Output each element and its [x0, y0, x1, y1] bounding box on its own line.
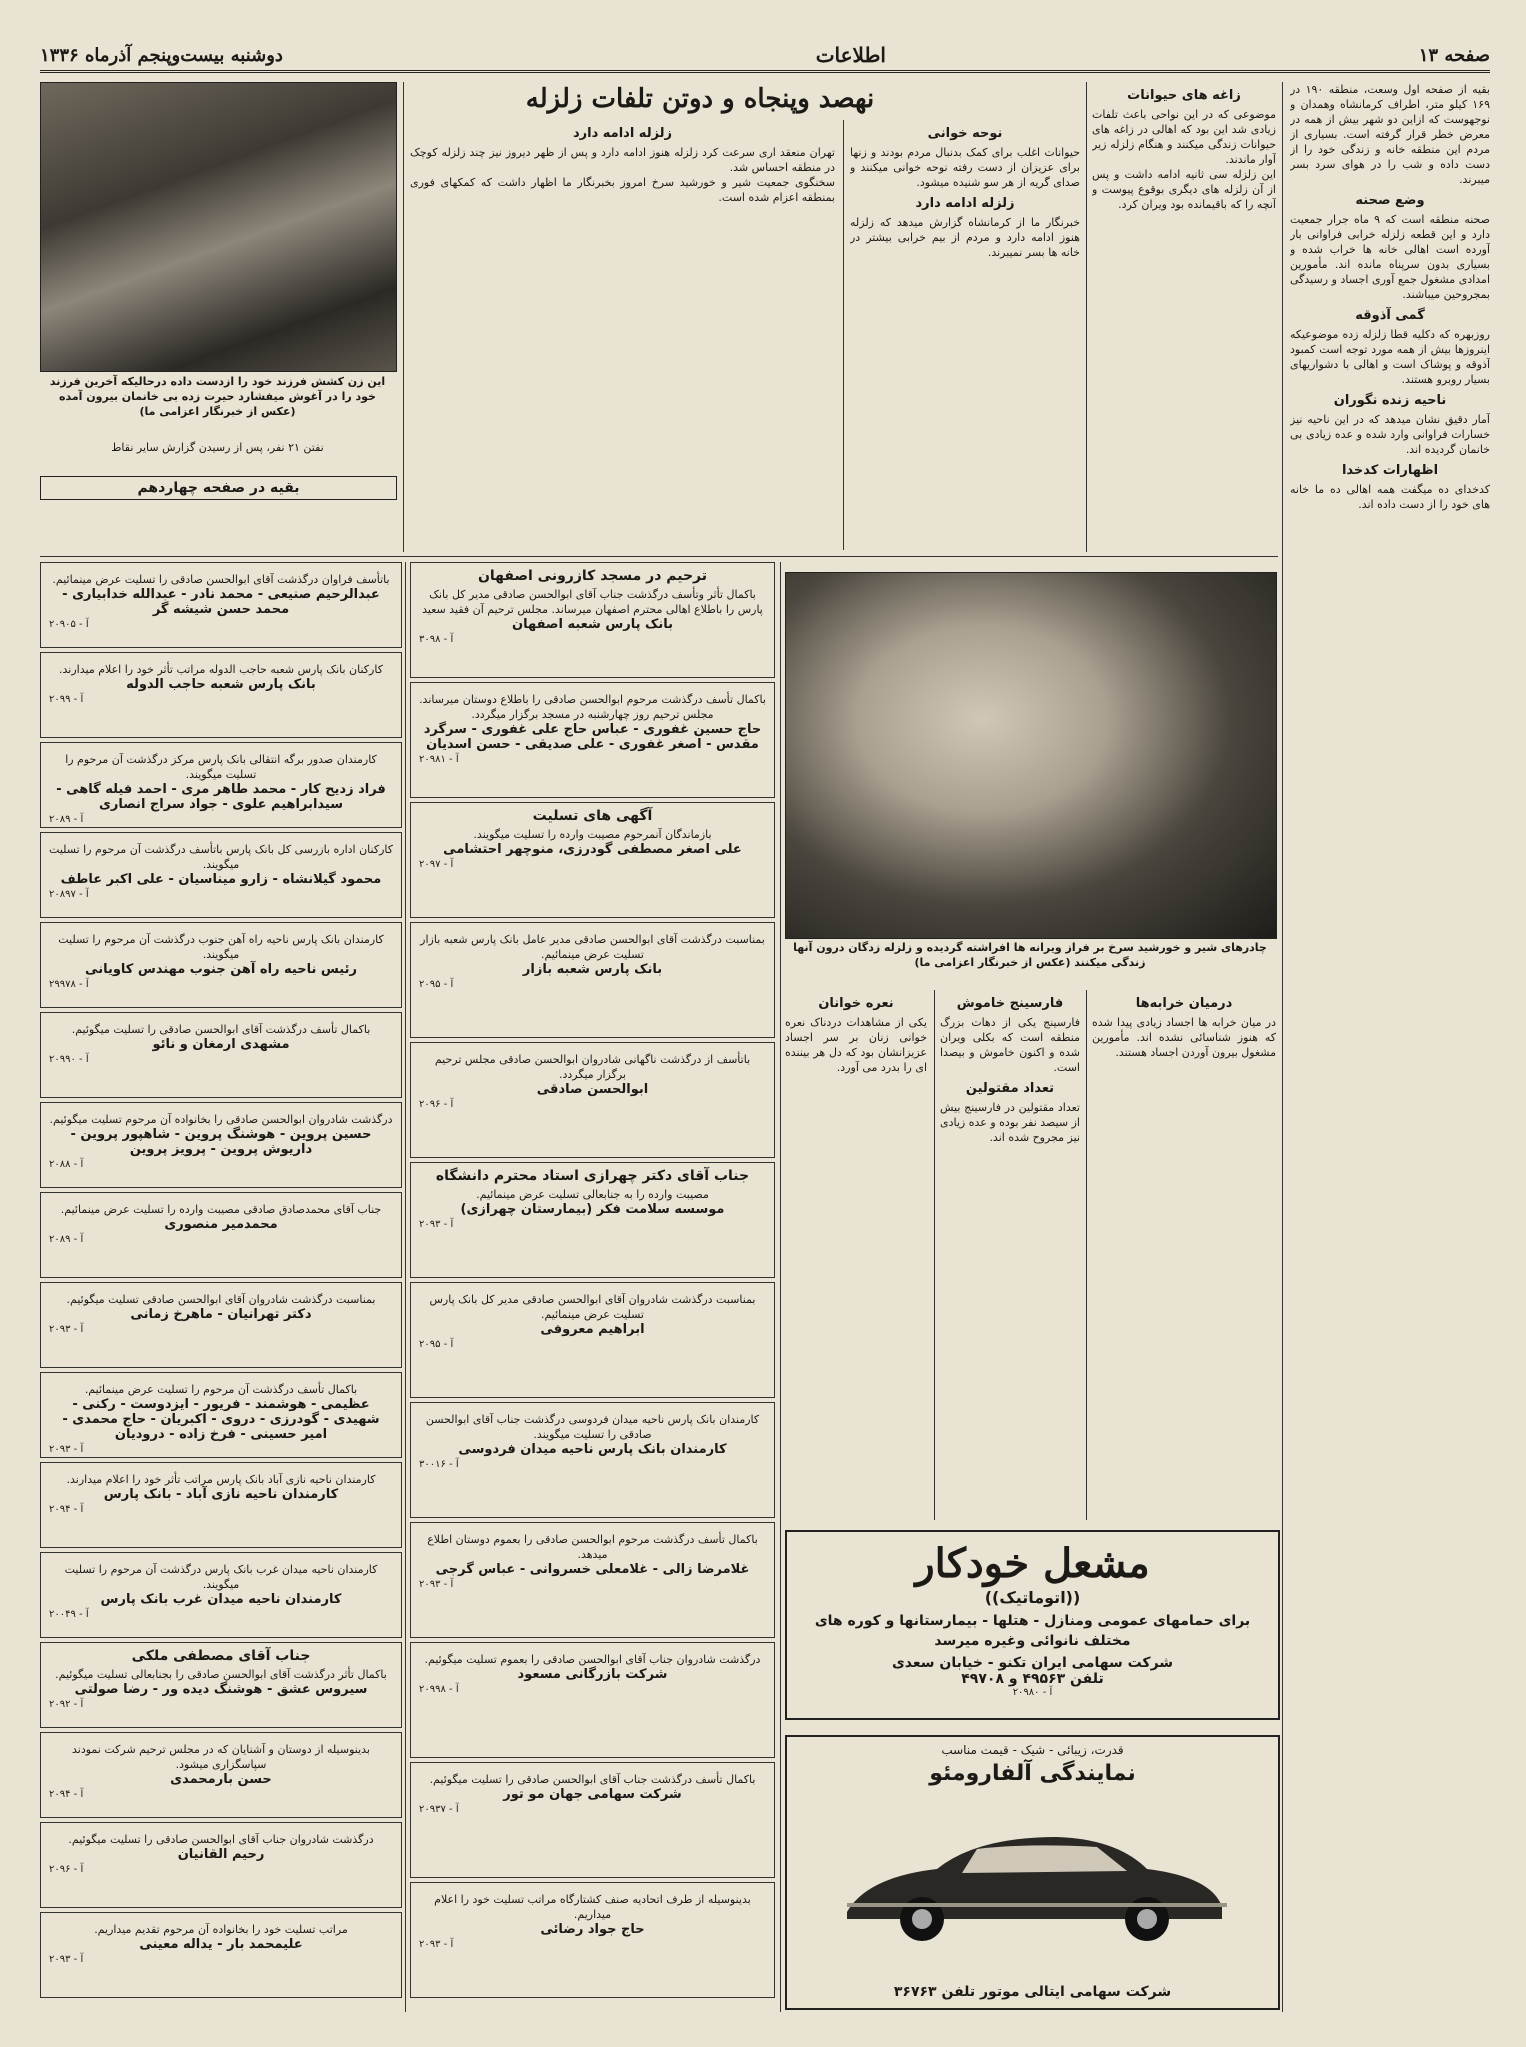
ad-code: آ - ۲۰۸۹۷ [49, 889, 89, 900]
automatic-burner-ad [785, 1530, 1280, 1720]
ad-body: باکمال تأثر درگذشت آقای ابوالحسن صادقی را بجنابعالی تسلیت میگوئیم. [55, 1668, 387, 1681]
condolence-ad [40, 1102, 402, 1188]
ad-names: رحیم القانیان [177, 1847, 265, 1862]
column-rule [1282, 82, 1283, 2012]
subheading: فارسینج خاموش [956, 996, 1064, 1011]
condolence-ad [410, 1882, 775, 1998]
ad-body: باتأسف فراوان درگذشت آقای ابوالحسن صادقی را تسلیت عرض مینمائیم. [52, 573, 390, 586]
ad-names: ابراهیم معروفی [540, 1322, 645, 1337]
ad-body: درگذشت شادروان جناب آقای ابوالحسن صادقی را بعموم تسلیت میگوئیم. [424, 1653, 761, 1666]
ad-title: ترحیم در مسجد کازرونی اصفهان [477, 568, 708, 584]
condolence-ad [410, 1522, 775, 1638]
condolence-ads-left [40, 562, 402, 2012]
ad-title: مشعل خودکار [915, 1540, 1150, 1587]
subheading: گمی آذوقه [1355, 308, 1425, 323]
article-text: بقیه از صفحه اول وسعت، منطقه ۱۹۰ در ۱۶۹ کیلو متر، اطراف کرمانشاه وهمدان و نوجهوست که ازاین دو شهر بیش از همه در معرض خطر قرار گرفته است. بسیاری از مردم این منطقه خانه و زندگی خود را از دست داده و شب را در هوای سرد بسر میبرند. [1290, 83, 1490, 186]
ad-code: آ - ۲۰۹۳ [49, 1954, 84, 1965]
ad-code: آ - ۲۰۹۲ [49, 1699, 84, 1710]
ad-body: باکمال تأسف درگذشت آقای ابوالحسن صادقی را تسلیت میگوئیم. [71, 1023, 371, 1036]
ad-names: ابوالحسن صادقی [536, 1082, 649, 1097]
article-text: روزبهره که دکلیه قطا زلزله زده موضوعیکه اینروزها بیش از همه مورد توجه است کمبود آذوقه و پوشاک است و اهالی با دشواریهای بسیار روبرو هستند. [1290, 328, 1490, 386]
ad-code: آ - ۲۰۹۴ [49, 1789, 84, 1800]
ad-phone: تلفن ۴۹۵۶۳ و ۴۹۷۰۸ [961, 1671, 1104, 1687]
condolence-ad [410, 1282, 775, 1398]
article-text: آمار دقیق نشان میدهد که در این ناحیه نیز خسارات فراوانی وارد شده و عده زیادی بی خانمان گردیده اند. [1290, 413, 1490, 456]
alfa-romeo-ad [785, 1735, 1280, 2010]
subheading: نوحه خوانی [927, 126, 1003, 141]
column-rule [1086, 990, 1087, 1520]
ad-names: کارمندان ناحیه میدان غرب بانک پارس [100, 1592, 342, 1607]
ad-body: کارمندان صدور برگه انتقالی بانک پارس مرکز درگذشت آن مرحوم را تسلیت میگویند. [65, 753, 377, 781]
column-rule [780, 562, 781, 2012]
ad-names: حسن بارمحمدی [170, 1772, 272, 1787]
ad-code: آ - ۲۰۹۳ [419, 1579, 454, 1590]
ad-code: آ - ۲۰۹۹۰ [49, 1054, 89, 1065]
photo-caption: چادرهای شیر و خورشید سرخ بر فراز ویرانه ها افراشته گردیده و زلزله زدگان درون آنها زندگی میکنند (عکس از خبرنگار اعزامی ما) [793, 941, 1267, 969]
condolence-ad [40, 652, 402, 738]
ad-body: بمناسبت درگذشت آقای ابوالحسن صادقی مدیر عامل بانک پارس شعبه بازار تسلیت عرض مینمائیم. [420, 933, 765, 961]
ad-names: کارمندان بانک پارس ناحیه میدان فردوسی [458, 1442, 727, 1457]
ad-names: فراد زدیح کار - محمد طاهر مری - احمد فیله گاهی - سیدابراهیم علوی - جواد سراج انصاری [56, 782, 386, 812]
ad-names: شرکت بازرگانی مسعود [517, 1667, 668, 1682]
ad-names: حسین پروین - هوشنگ پروین - شاهپور پروین - داریوش پروین - پرویز پروین [70, 1127, 372, 1157]
subheading: وضع صحنه [1355, 193, 1425, 208]
condolence-ad [40, 1912, 402, 1998]
ad-body: کارمندان بانک پارس ناحیه میدان فردوسی درگذشت جناب آقای ابوالحسن صادقی را تسلیت میگویند. [425, 1413, 760, 1441]
ad-body: درگذشت شادروان جناب آقای ابوالحسن صادقی را تسلیت میگوئیم. [68, 1833, 374, 1846]
article-text: سخنگوی جمعیت شیر و خورشید سرخ امروز بخبرنگار ما اظهار داشت که کمکهای فوری بمنطقه اعزام شده است. [410, 176, 835, 204]
condolence-ad [40, 1012, 402, 1098]
ad-code: آ - ۳۰۰۱۶ [419, 1459, 459, 1470]
main-headline: نهصد وپنجاه و دوتن تلفات زلزله [525, 84, 875, 114]
condolence-ad [410, 922, 775, 1038]
ad-body: مصیبت وارده را به جنابعالی تسلیت عرض مینمائیم. [476, 1188, 709, 1201]
condolence-ad [410, 802, 775, 918]
ad-names: بانک پارس شعبه حاجب الدوله [126, 677, 316, 692]
subheading: ناحیه زنده نگوران [1333, 393, 1447, 408]
ad-body: باکمال تأسف درگذشت جناب آقای ابوالحسن صادقی را تسلیت میگوئیم. [429, 1773, 756, 1786]
ad-code: آ - ۲۰۸۹ [49, 814, 84, 825]
article-text: این زلزله سی ثانیه ادامه داشت و پس از آن زلزله های دیگری بوقوع پیوست و آنچه را که باقیمانده بود ویران کرد. [1092, 168, 1276, 211]
article-column-a [1092, 990, 1276, 1520]
ad-body: باکمال تأسف درگذشت آن مرحوم را تسلیت عرض مینمائیم. [84, 1383, 358, 1396]
ad-code: آ - ۲۰۹۷ [419, 859, 454, 870]
car-illustration [827, 1807, 1237, 1957]
ad-names: رئیس ناحیه راه آهن جنوب مهندس کاویانی [85, 962, 357, 977]
condolence-ad [40, 1462, 402, 1548]
article-column-c [785, 990, 927, 1520]
article-text: فارسینج یکی از دهات بزرگ منطقه است که بکلی ویران شده و اکنون خاموش و بیصدا است. [940, 1016, 1080, 1074]
ad-body: باکمال تأسف درگذشت مرحوم ابوالحسن صادقی را باطلاع دوستان میرساند. مجلس ترحیم روز چهارشنبه در مسجد برگزار میگردد. [419, 693, 766, 721]
ad-body: بدینوسیله از دوستان و آشنایان که در مجلس ترحیم شرکت نمودند سپاسگزاری میشود. [72, 1743, 370, 1771]
condolence-ad [410, 1762, 775, 1878]
section-rule [40, 556, 1278, 557]
right-column [1290, 82, 1490, 2012]
ad-body: بمناسبت درگذشت شادروان آقای ابوالحسن صادقی مدیر کل بانک پارس تسلیت عرض مینمائیم. [429, 1293, 756, 1321]
ad-names: دکتر تهرانیان - ماهرخ زمانی [130, 1307, 312, 1322]
ad-title: جناب آقای دکتر چهرازی استاد محترم دانشگاه [435, 1168, 750, 1184]
condolence-ad [40, 832, 402, 918]
ad-code: آ - ۲۰۹۵ [419, 979, 454, 990]
photo-caption: این زن کشش فرزند خود را ازدست داده درحالیکه آخرین فرزند خود را در آغوش میفشارد حیرت زده بی خانمان بیرون آمده (عکس از خبرنگار اعزامی ما) [49, 375, 386, 418]
ad-code: آ - ۲۰۹۵ [419, 1339, 454, 1350]
condolence-ad [40, 1552, 402, 1638]
ad-code: آ - ۲۰۹۴ [49, 1504, 84, 1515]
ad-names: عبدالرحیم صنیعی - محمد نادر - عبدالله خدابیاری - محمد حسن شیشه گر [62, 587, 380, 617]
ad-names: محمود گیلانشاه - زارو میناسیان - علی اکبر عاطف [60, 872, 382, 887]
ad-code: آ - ۲۰۹۳۷ [419, 1804, 459, 1815]
ad-body: بازماندگان آنمرحوم مصیبت وارده را تسلیت میگویند. [473, 828, 712, 841]
ad-names: علیمحمد بار - یداله معینی [139, 1937, 303, 1952]
article-column-b [940, 990, 1080, 1520]
ad-title: آگهی های تسلیت [532, 808, 653, 824]
condolence-ad [410, 1642, 775, 1758]
ad-body: باتأسف از درگذشت ناگهانی شادروان ابوالحسن صادقی مجلس ترحیم برگزار میگردد. [434, 1053, 751, 1081]
article-text: خبرنگار ما از کرمانشاه گزارش میدهد که زلزله هنوز ادامه دارد و مردم از بیم خرابی بیشتر در خانه ها بسر نمیبرند. [850, 216, 1080, 259]
ad-body: باکمال تأثر وتأسف درگذشت جناب آقای ابوالحسن صادقی مدیر کل بانک پارس را باطلاع اهالی محترم اصفهان میرساند. مجلس ترحیم آن فقید سعید [422, 588, 763, 616]
article-column-3 [850, 120, 1080, 550]
ad-code: آ - ۲۰۹۸۰ [1012, 1687, 1053, 1698]
ad-title: جناب آقای مصطفی ملکی [131, 1648, 311, 1664]
ad-body: بمناسبت درگذشت شادروان آقای ابوالحسن صادقی تسلیت میگوئیم. [66, 1293, 376, 1306]
column-rule [1086, 82, 1087, 552]
ad-company: شرکت سهامی ایتالی موتور تلفن ۳۶۷۶۳ [893, 1984, 1172, 2000]
condolence-ad [40, 562, 402, 648]
subheading: اظهارات کدخدا [1341, 463, 1439, 478]
article-column-4 [410, 120, 835, 460]
condolence-ad [40, 1642, 402, 1728]
condolence-ad [410, 682, 775, 798]
article-text: موضوعی که در این نواحی باعث تلفات زیادی شد این بود که اهالی در زاغه های حیوانات زندگی میکنند و هنگام زلزله زیر آوار ماندند. [1092, 108, 1276, 166]
condolence-ad [410, 1162, 775, 1278]
column-rule [405, 562, 406, 2012]
ad-code: آ - ۲۰۸۹ [49, 1234, 84, 1245]
ad-code: آ - ۲۰۸۸ [49, 1159, 84, 1170]
article-text: صحنه منطقه است که ۹ ماه جرار جمعیت دارد و این قطعه زلزله خرابی فراوانی بار آورده است اهالی خانه ها خراب شده و بسیاری بدون سرپناه مانده اند. مأمورین امدادی مشغول جمع آوری اجساد و رسیدگی بمجروحین میباشند. [1290, 213, 1490, 301]
article-text: در میان خرابه ها اجساد زیادی پیدا شده که هنوز شناسائی نشده اند. مأمورین مشغول بیرون آوردن اجساد هستند. [1092, 1016, 1276, 1059]
ad-code: آ - ۲۰۹۶ [419, 1099, 454, 1110]
ad-body: باکمال تأسف درگذشت مرحوم ابوالحسن صادقی را بعموم دوستان اطلاع میدهد. [427, 1533, 758, 1561]
subheading: زاغه های حیوانات [1127, 88, 1241, 103]
ad-code: آ - ۲۰۹۰۵ [49, 619, 89, 630]
condolence-ad [40, 1822, 402, 1908]
page-header [40, 40, 1490, 73]
ad-names: حاج جواد رضائی [540, 1922, 645, 1937]
condolence-ads-middle [410, 562, 775, 2012]
condolence-ad [410, 1402, 775, 1518]
subheading: تعداد مقتولین [965, 1081, 1055, 1096]
subheading: زلزله ادامه دارد [572, 126, 673, 141]
ad-code: آ - ۲۹۹۷۸ [49, 979, 89, 990]
ad-code: آ - ۲۰۹۸۱ [419, 754, 459, 765]
continued-label: بقیه در صفحه چهاردهم [40, 476, 397, 500]
subheading: درمیان خرابه‌ها [1135, 996, 1233, 1011]
article-text: کدخدای ده میگفت همه اهالی ده ما خانه های خود را از دست داده اند. [1290, 483, 1490, 511]
condolence-ad [40, 742, 402, 828]
ad-code: آ - ۲۰۹۳ [49, 1324, 84, 1335]
article-text: یکی از مشاهدات دردناک نعره خوانی زنان بر سر اجساد عزیزانشان بود که دل هر بیننده ای را بدرد می آورد. [785, 1016, 927, 1074]
ad-names: حاج حسین غفوری - عباس حاج علی غفوری - سرگرد مقدس - اصغر غفوری - علی صدیقی - حسن اسدیان [423, 722, 762, 752]
condolence-ad [410, 562, 775, 678]
ad-names: بانک پارس شعبه بازار [522, 962, 663, 977]
ad-body: کارمندان بانک پارس ناحیه راه آهن جنوب درگذشت آن مرحوم را تسلیت میگویند. [58, 933, 384, 961]
ad-code: آ - ۳۰۹۸ [419, 634, 454, 645]
ad-body: کارکنان اداره بازرسی کل بانک پارس باتأسف درگذشت آن مرحوم را تسلیت میگویند. [49, 843, 393, 871]
condolence-ad [40, 1372, 402, 1458]
ad-names: سیروس عشق - هوشنگ دیده ور - رضا صولتی [74, 1682, 368, 1697]
ad-company: شرکت سهامی ایران تکنو - خیابان سعدی [891, 1655, 1174, 1671]
article-text: حیوانات اغلب برای کمک بدنبال مردم بودند و زنها برای عزیزان از دست رفته نوحه خوانی میکنند و صدای گریه از هر سو شنیده میشود. [850, 146, 1080, 189]
paper-name: اطلاعات [815, 43, 886, 67]
earthquake-woman-photo [40, 82, 397, 372]
ad-body: برای حمامهای عمومی ومنازل - هتلها - بیمارستانها و کوره های مختلف نانوائی وغیره میرسد [814, 1613, 1251, 1649]
page-number: صفحه ۱۳ [1418, 44, 1490, 66]
ad-code: آ - ۲۰۹۶ [49, 1864, 84, 1875]
ad-body: مراتب تسلیت خود را بخانواده آن مرحوم تقدیم میداریم. [94, 1923, 348, 1936]
ad-code: آ - ۲۰۹۹ [49, 694, 84, 705]
ad-brand: نمایندگی آلفارومئو [929, 1761, 1136, 1786]
condolence-ad [410, 1042, 775, 1158]
article-column-2 [1092, 82, 1276, 552]
article-text: تهران منعقد اری سرعت کرد زلزله هنوز ادامه دارد و پس از ظهر دیروز نیز چند زلزله کوچک در منطقه احساس شد. [410, 146, 835, 174]
condolence-ad [40, 1192, 402, 1278]
column-rule [934, 990, 935, 1520]
ad-subtitle: ((اتوماتیک)) [984, 1588, 1081, 1607]
ad-body: کارمندان ناحیه نازی آباد بانک پارس مراتب تأثر خود را اعلام میدارند. [66, 1473, 376, 1486]
subheading: زلزله ادامه دارد [915, 196, 1015, 211]
ad-names: علی اصغر مصطفی گودرزی، منوچهر احتشامی [443, 842, 742, 857]
ad-code: آ - ۲۰۹۳ [419, 1219, 454, 1230]
ad-code: آ - ۲۰۹۳ [419, 1939, 454, 1950]
ad-names: محمدمیر منصوری [164, 1217, 278, 1232]
ad-names: کارمندان ناحیه نازی آباد - بانک پارس [103, 1487, 339, 1502]
condolence-ad [40, 1282, 402, 1368]
ad-names: موسسه سلامت فکر (بیمارستان چهرازی) [460, 1202, 725, 1217]
ad-names: عظیمی - هوشمند - فریور - ایزدوست - رکنی - شهیدی - گودرزی - دروی - اکبریان - حاج محمدی - امیر حسینی - فرخ زاده - درودیان [62, 1397, 380, 1442]
ad-body: کارکنان بانک پارس شعبه حاجب الدوله مراتب تأثر خود را اعلام میدارند. [59, 663, 383, 676]
ad-code: آ - ۲۰۹۹۸ [419, 1684, 459, 1695]
ad-body: درگذشت شادروان ابوالحسن صادقی را بخانواده آن مرحوم تسلیت میگوئیم. [49, 1113, 393, 1126]
ad-body: بدینوسیله از طرف اتحادیه صنف کشتارگاه مراتب تسلیت خود را اعلام میداریم. [434, 1893, 751, 1921]
subheading: نعره خوانان [818, 996, 894, 1011]
ad-slogan: قدرت، زیبائی - شیک - قیمت مناسب [941, 1743, 1124, 1757]
ad-names: مشهدی ارمغان و نائو [152, 1037, 290, 1052]
condolence-ad [40, 1732, 402, 1818]
issue-date: دوشنبه بیست‌وپنجم آذرماه ۱۳۳۶ [40, 44, 283, 66]
ad-code: آ - ۲۰۰۴۹ [49, 1609, 89, 1620]
ad-names: شرکت سهامی جهان مو تور [503, 1787, 682, 1802]
ad-names: بانک پارس شعبه اصفهان [512, 617, 673, 632]
column-rule [843, 120, 844, 550]
ad-body: جناب آقای محمدصادق صادقی مصیبت وارده را تسلیت عرض مینمائیم. [60, 1203, 382, 1216]
ad-code: آ - ۲۰۹۳ [49, 1444, 84, 1455]
column-rule [403, 82, 404, 552]
ad-names: غلامرضا زالی - غلامعلی خسروانی - عباس گرجی [435, 1562, 750, 1577]
article-text: تعداد مقتولین در فارسینج بیش از سیصد نفر بوده و عده زیادی نیز مجروح شده اند. [940, 1101, 1080, 1144]
ad-body: کارمندان ناحیه میدان غرب بانک پارس درگذشت آن مرحوم را تسلیت میگویند. [64, 1563, 378, 1591]
photo-note: نفتن ۲۱ نفر، پس از رسیدن گزارش سایر نقاط [111, 441, 324, 454]
red-lion-sun-tents-photo [785, 572, 1277, 939]
condolence-ad [40, 922, 402, 1008]
